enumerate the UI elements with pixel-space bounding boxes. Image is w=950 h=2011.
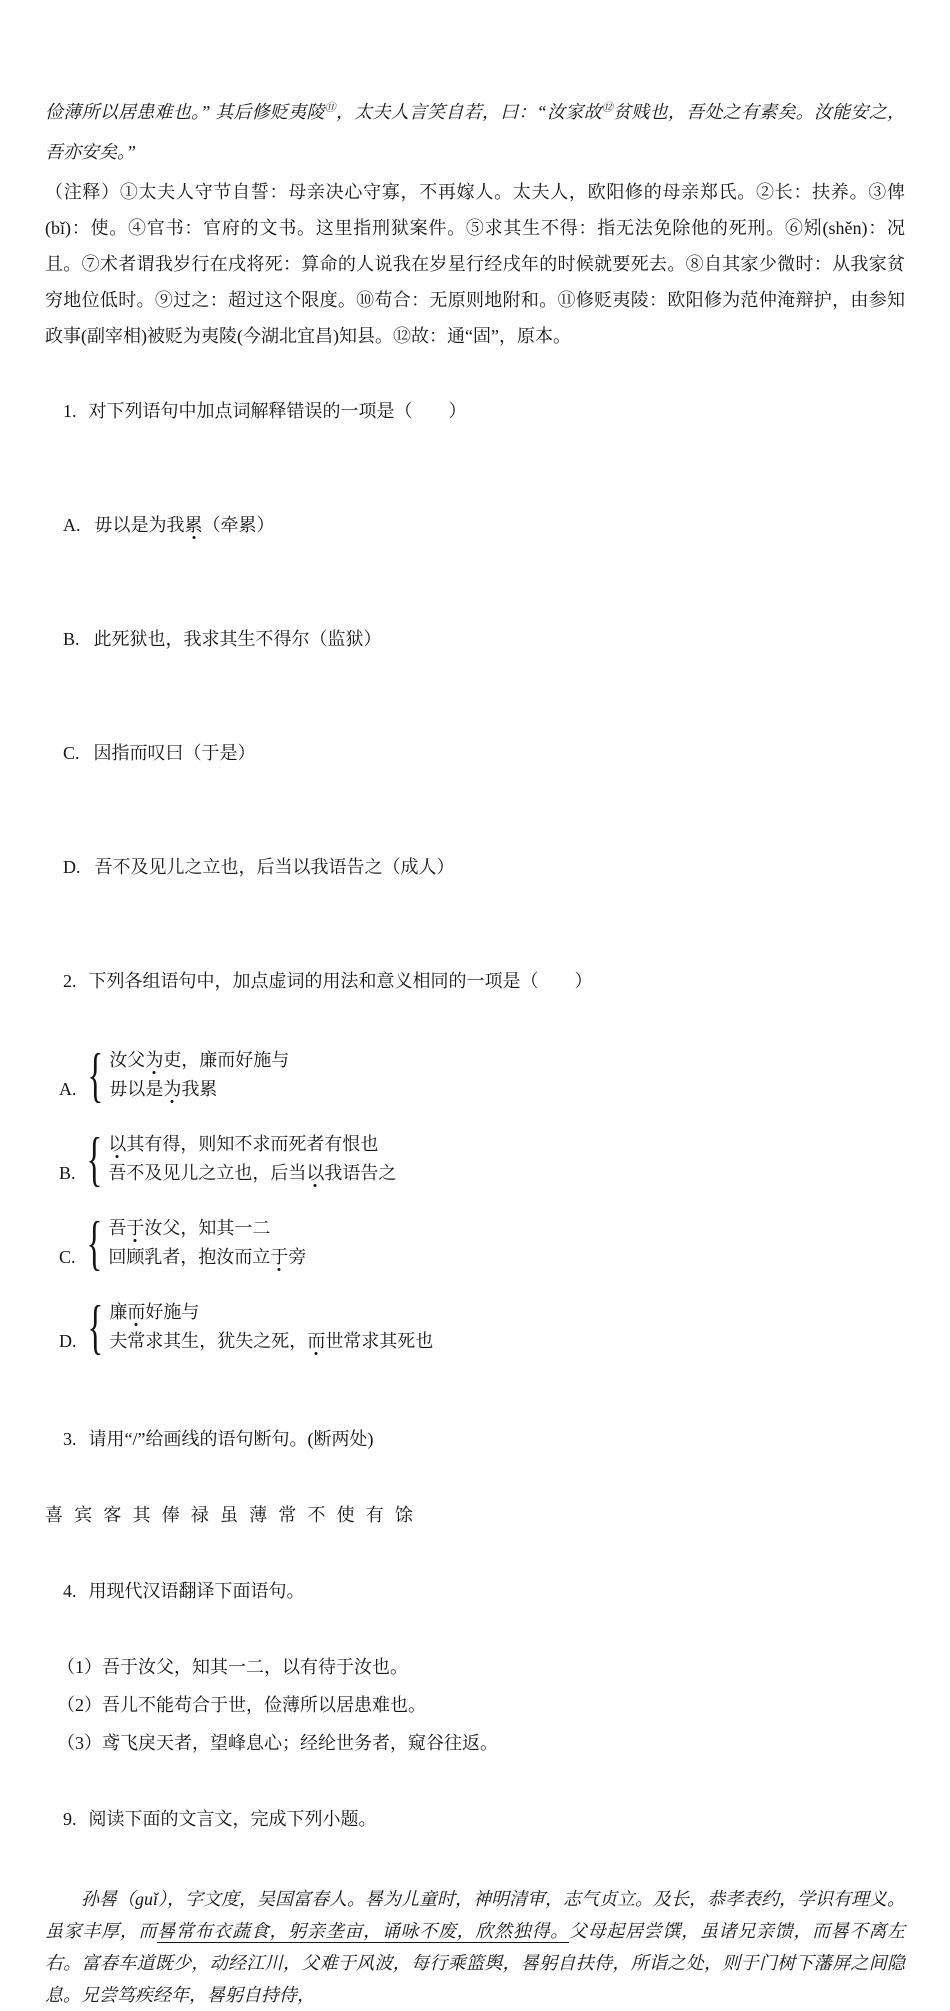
option-b-text: 此死狱也，我求其生不得尔（监狱） xyxy=(93,629,382,649)
group-b-sentence-2: 吾不及见儿之立也，后当以我语告之 xyxy=(108,1163,397,1183)
option-d-text: 吾不及见儿之立也，后当以我语告之（成人） xyxy=(94,857,455,877)
question-3-number: 3. xyxy=(63,1429,77,1449)
question-9-number: 9. xyxy=(63,1809,77,1829)
group-a-sentence-1: 汝父为吏，廉而好施与 xyxy=(109,1050,290,1070)
group-b-sentence-1: 以其有得，则知不求而死者有恨也 xyxy=(108,1134,379,1154)
question-9-text: 阅读下面的文言文，完成下列小题。 xyxy=(88,1809,377,1829)
question-4-items xyxy=(45,1648,905,1762)
option-a-text: 毋以是为我累（牵累） xyxy=(94,515,275,535)
question-2-group-b xyxy=(59,1130,905,1188)
question-4-number: 4. xyxy=(63,1581,77,1601)
group-a-label: A. xyxy=(59,1079,77,1099)
option-c-label: C. xyxy=(63,743,80,763)
group-d-sentence-2: 夫常求其生，犹失之死，而世常求其死也 xyxy=(109,1331,434,1351)
left-brace-icon xyxy=(86,1131,102,1188)
passage-sungui: 孙晷（guǐ），字文度，吴国富春人。晷为儿童时，神明清审，志气贞立。及长，恭孝表约，学识有理义。虽家丰厚，而晷常布衣蔬食，躬亲垄亩，诵咏不废，欣然独得。父母起居尝馔，虽诸兄亲馈，而晷不离左右。富春车道既少，动经江川，父难于风波，每行乘篮舆，晷躬自扶侍，所诣之处，则于门树下藩屏之间隐息。兄尝笃疾经年，晷躬自持侍， xyxy=(45,1889,906,2005)
left-brace-icon xyxy=(86,1215,102,1272)
question-1-text: 对下列语句中加点词解释错误的一项是（ ） xyxy=(88,401,467,421)
translation-item-2: （2）吾儿不能苟合于世，俭薄所以居患难也。 xyxy=(57,1695,426,1715)
option-c-text: 因指而叹曰（于是） xyxy=(93,743,256,763)
option-b-label: B. xyxy=(63,629,80,649)
question-2-number: 2. xyxy=(63,971,77,991)
question-2-group-c xyxy=(59,1214,905,1272)
group-c-sentence-2: 回顾乳者，抱汝而立于旁 xyxy=(108,1247,307,1267)
question-3-stem xyxy=(45,1382,905,1496)
question-1-option-d xyxy=(45,810,905,924)
translation-item-1: （1）吾于汝父，知其一二，以有待于汝也。 xyxy=(57,1657,408,1677)
question-1-option-a xyxy=(45,468,905,582)
question-2-group-d xyxy=(59,1298,905,1356)
left-brace-icon xyxy=(87,1047,103,1104)
option-a-label: A. xyxy=(63,515,81,535)
translation-item-3: （3）鸢飞戾天者，望峰息心；经纶世务者，窥谷往返。 xyxy=(57,1733,498,1753)
passage-ouyangxiu-ending: 俭薄所以居患难也。” 其后修贬夷陵⑪，太夫人言笑自若，曰：“汝家故⑫贫贱也，吾处之有素矣。汝能安之，吾亦安矣。” xyxy=(45,102,906,162)
question-2-group-a xyxy=(59,1046,905,1104)
question-9-stem xyxy=(45,1762,905,1876)
question-3-text: 请用“/”给画线的语句断句。(断两处) xyxy=(88,1429,374,1449)
annotations-paragraph: （注释）①太夫人守节自誓：母亲决心守寡，不再嫁人。太夫人，欧阳修的母亲郑氏。②长：扶养。③俾(bǐ)：使。④官书：官府的文书。这里指刑狱案件。⑤求其生不得：指无法免除他的死刑。⑥矧(shěn)：况且。⑦术者谓我岁行在戌将死：算命的人说我在岁星行经戌年的时候就要死去。⑧自其家少微时：从我家贫穷地位低时。⑨过之：超过这个限度。⑩苟合：无原则地附和。⑪修贬夷陵：欧阳修为范仲淹辩护，由参知政事(副宰相)被贬为夷陵(今湖北宜昌)知县。⑫故：通“固”，原本。 xyxy=(45,182,905,346)
question-2-text: 下列各组语句中，加点虚词的用法和意义相同的一项是（ ） xyxy=(88,971,593,991)
group-d-sentence-1: 廉而好施与 xyxy=(109,1302,200,1322)
group-a-sentence-2: 毋以是为我累 xyxy=(109,1079,218,1099)
option-d-label: D. xyxy=(63,857,81,877)
group-c-label: C. xyxy=(59,1247,76,1267)
left-brace-icon xyxy=(87,1299,103,1356)
question-4-text: 用现代汉语翻译下面语句。 xyxy=(88,1581,305,1601)
question-1-stem xyxy=(45,354,905,468)
group-d-label: D. xyxy=(59,1331,77,1351)
question-1-option-b xyxy=(45,582,905,696)
question-1-number: 1. xyxy=(63,401,77,421)
question-1-option-c xyxy=(45,696,905,810)
question-3-sentence-to-punctuate: 喜宾客其俸禄虽薄常不使有馀 xyxy=(45,1505,425,1525)
group-b-label: B. xyxy=(59,1163,76,1183)
question-4-stem xyxy=(45,1534,905,1648)
group-c-sentence-1: 吾于汝父，知其一二 xyxy=(108,1218,271,1238)
question-2-stem xyxy=(45,924,905,1038)
